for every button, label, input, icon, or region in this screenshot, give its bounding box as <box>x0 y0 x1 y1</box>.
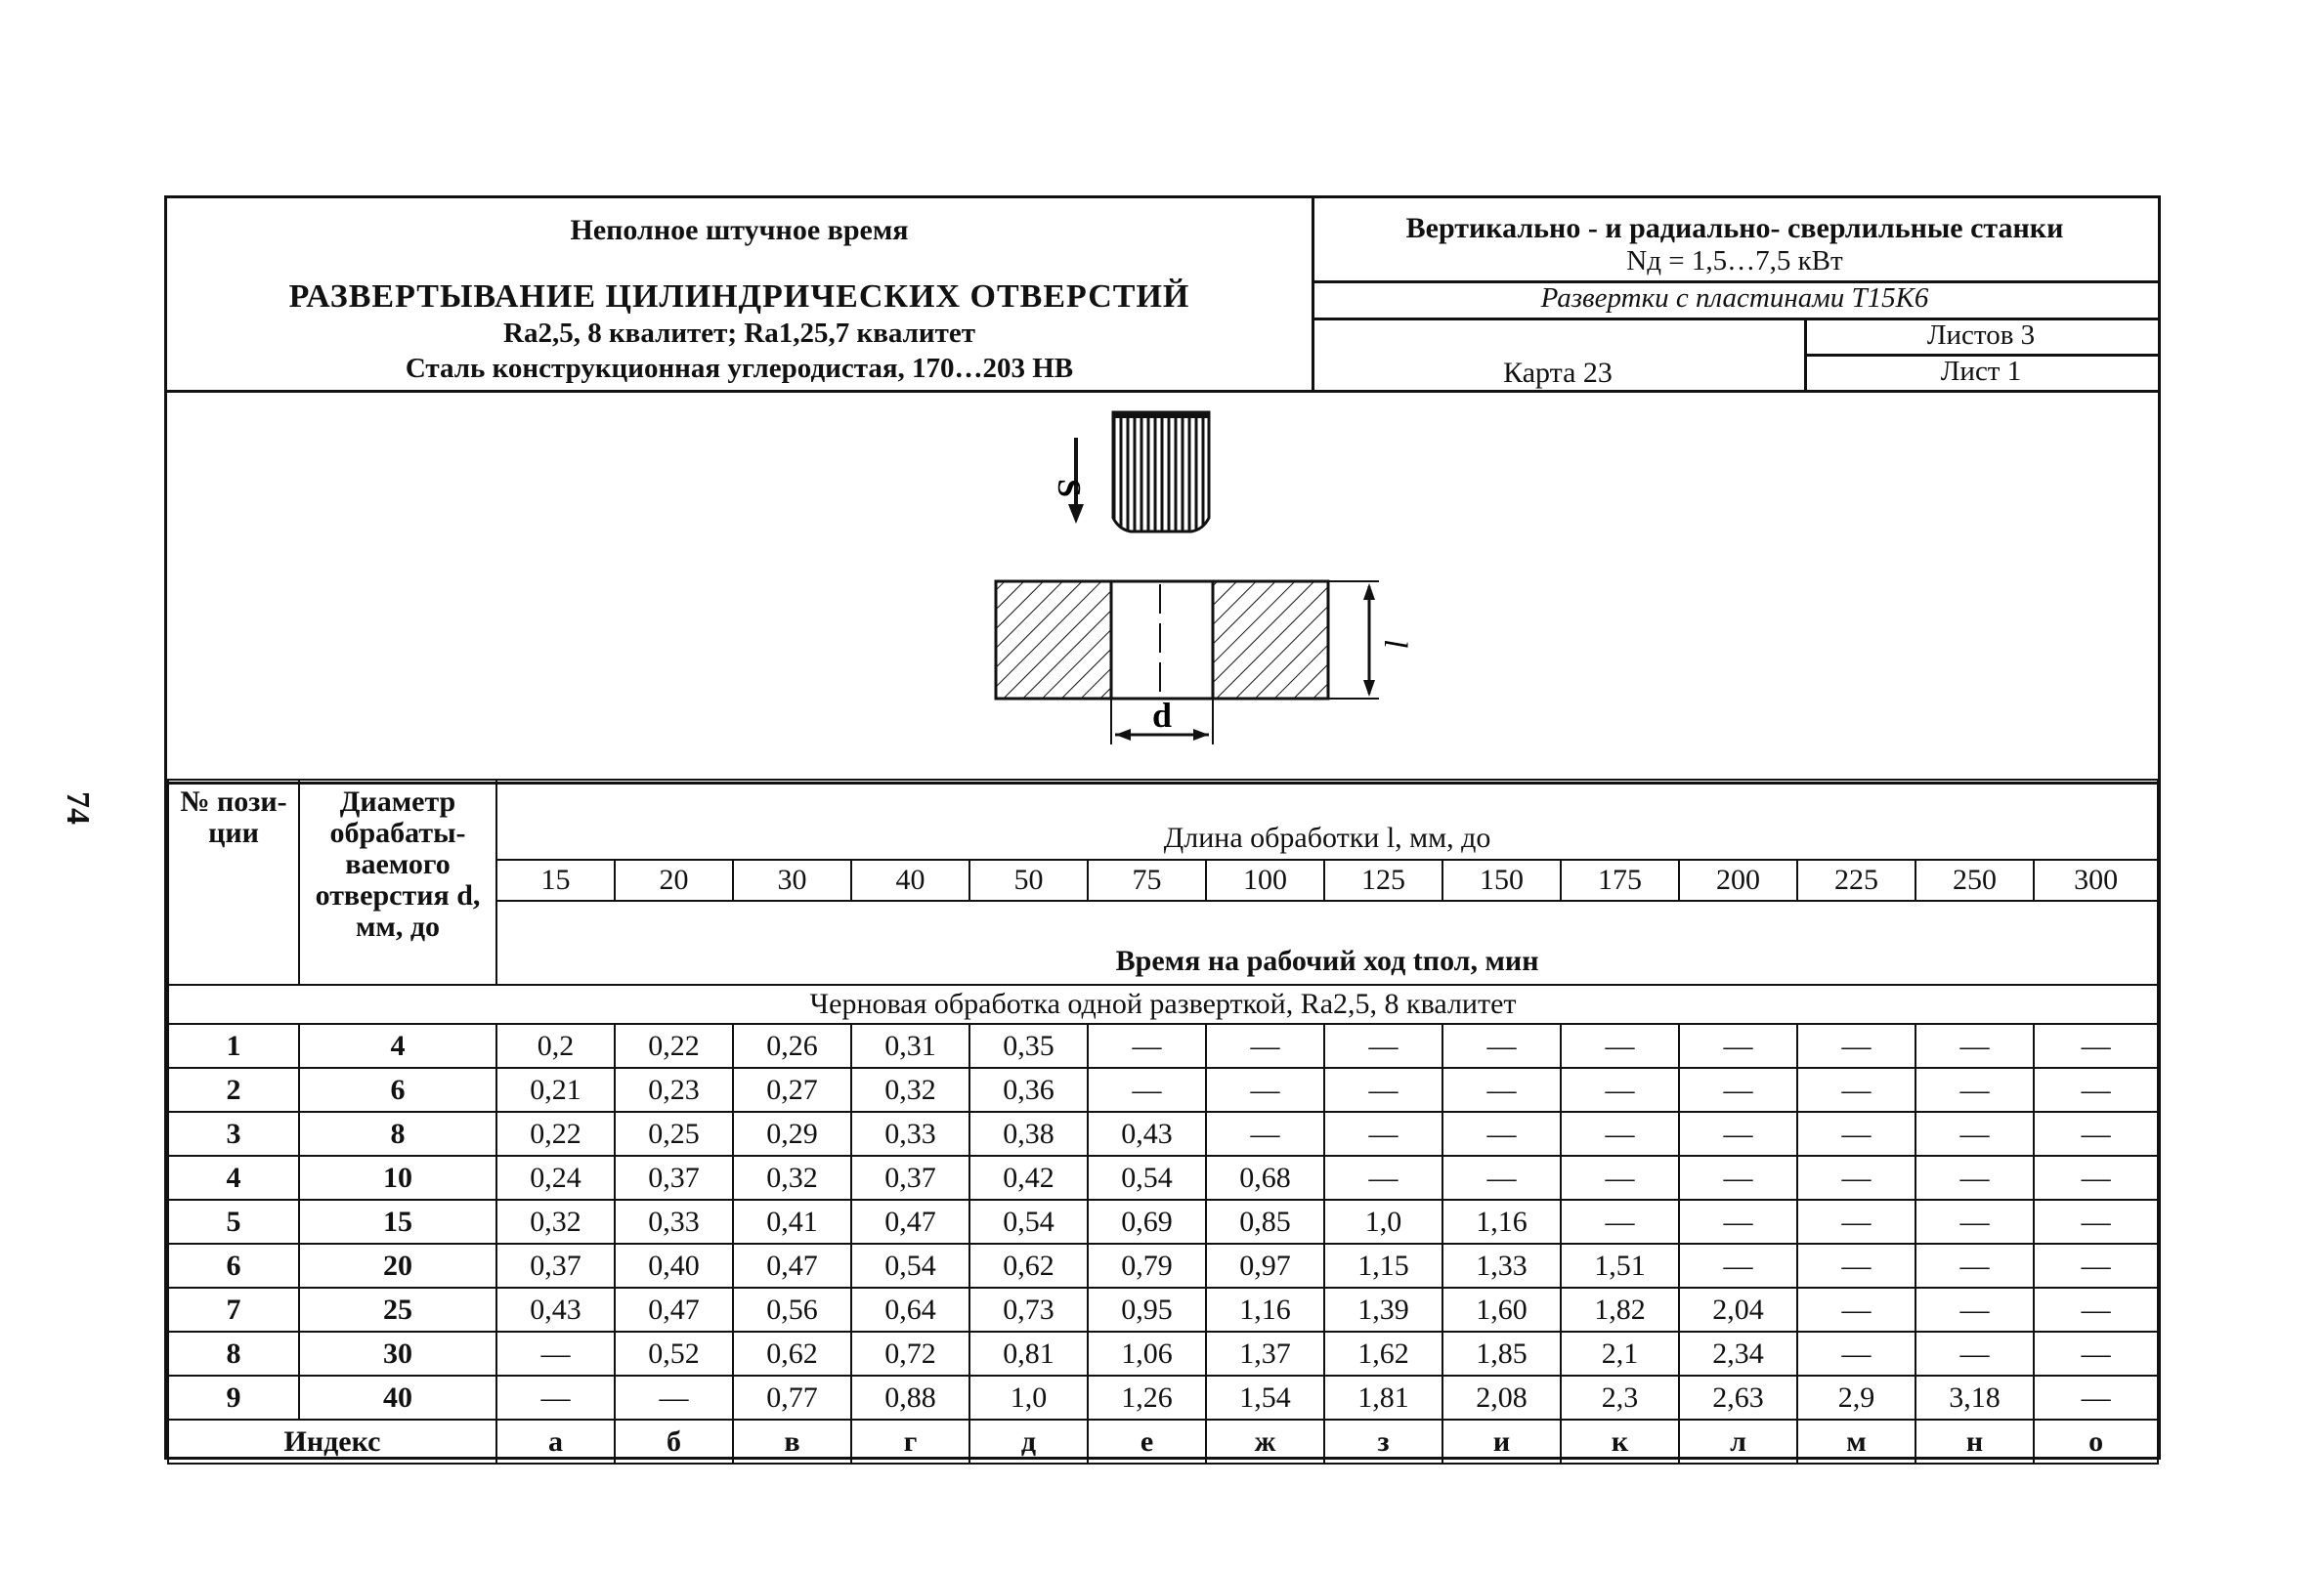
table-row <box>168 1068 2158 1112</box>
time-value-cell: 0,73 <box>969 1288 1088 1332</box>
table-row <box>168 1200 2158 1244</box>
diameter-cell: 8 <box>299 1112 496 1156</box>
position-cell: 7 <box>168 1288 299 1332</box>
length-value: 225 <box>1797 860 1915 901</box>
time-value-cell: 0,37 <box>851 1156 969 1200</box>
col-header-position: № пози-ции <box>168 780 299 985</box>
length-header: Длина обработки l, мм, до <box>496 780 2158 860</box>
time-value-cell: 0,85 <box>1206 1200 1324 1244</box>
time-value-cell: 0,95 <box>1088 1288 1206 1332</box>
time-value-cell: 0,54 <box>969 1200 1088 1244</box>
table-row <box>168 1288 2158 1332</box>
length-value: 50 <box>969 860 1088 901</box>
time-value-cell: — <box>1442 1024 1561 1068</box>
time-value-cell: 0,43 <box>496 1288 615 1332</box>
table-row <box>168 1332 2158 1376</box>
time-value-cell: — <box>1797 1288 1915 1332</box>
header-right <box>1312 198 2158 390</box>
time-value-cell: 0,24 <box>496 1156 615 1200</box>
time-value-cell: — <box>2034 1068 2158 1112</box>
col-header-diameter: Диаметр обрабаты-ваемого отверстия d, мм, до <box>299 780 496 985</box>
time-value-cell: — <box>1915 1156 2034 1200</box>
diameter-cell: 30 <box>299 1332 496 1376</box>
time-value-cell: — <box>1324 1068 1442 1112</box>
time-value-cell: — <box>1797 1200 1915 1244</box>
time-value-cell: — <box>1679 1112 1797 1156</box>
time-value-cell: 2,08 <box>1442 1376 1561 1420</box>
header-roughness: Ra2,5, 8 квалитет; Ra1,25,7 квалитет <box>503 318 975 349</box>
index-cell: и <box>1442 1420 1561 1464</box>
time-value-cell: 2,9 <box>1797 1376 1915 1420</box>
header-material: Сталь конструкционная углеродистая, 170…203 HB <box>405 353 1074 384</box>
time-value-cell: — <box>1915 1024 2034 1068</box>
sketch-area <box>167 390 2158 785</box>
time-value-cell: — <box>1797 1156 1915 1200</box>
time-value-cell: 0,29 <box>733 1112 851 1156</box>
index-cell: а <box>496 1420 615 1464</box>
reamer-icon <box>1113 412 1209 531</box>
diameter-cell: 25 <box>299 1288 496 1332</box>
time-value-cell: 0,40 <box>615 1244 733 1288</box>
table-row <box>168 1376 2158 1420</box>
time-value-cell: 1,85 <box>1442 1332 1561 1376</box>
time-value-cell: — <box>1679 1024 1797 1068</box>
time-value-cell: 0,54 <box>1088 1156 1206 1200</box>
time-value-cell: 1,26 <box>1088 1376 1206 1420</box>
time-value-cell: 1,16 <box>1442 1200 1561 1244</box>
time-value-cell: 0,56 <box>733 1288 851 1332</box>
time-value-cell: 1,81 <box>1324 1376 1442 1420</box>
time-value-cell: 0,47 <box>851 1200 969 1244</box>
time-value-cell: — <box>1679 1244 1797 1288</box>
time-value-cell: — <box>1206 1112 1324 1156</box>
position-cell: 9 <box>168 1376 299 1420</box>
time-value-cell: 0,81 <box>969 1332 1088 1376</box>
length-value: 30 <box>733 860 851 901</box>
time-value-cell: — <box>1088 1024 1206 1068</box>
time-value-cell: 1,37 <box>1206 1332 1324 1376</box>
time-value-cell: 0,43 <box>1088 1112 1206 1156</box>
time-value-cell: — <box>1797 1332 1915 1376</box>
sheet-number: Лист 1 <box>1940 356 2022 387</box>
reaming-sketch <box>167 393 2158 782</box>
time-value-cell: 0,35 <box>969 1024 1088 1068</box>
table-row <box>168 1024 2158 1068</box>
card-frame <box>164 195 2161 1460</box>
time-value-cell: — <box>1561 1068 1679 1112</box>
time-value-cell: 1,0 <box>1324 1200 1442 1244</box>
time-value-cell: 0,32 <box>851 1068 969 1112</box>
time-value-cell: — <box>1561 1156 1679 1200</box>
diameter-cell: 20 <box>299 1244 496 1288</box>
position-cell: 5 <box>168 1200 299 1244</box>
time-value-cell: 0,79 <box>1088 1244 1206 1288</box>
sheets-total: Листов 3 <box>1804 318 2158 357</box>
time-value-cell: 1,15 <box>1324 1244 1442 1288</box>
time-value-cell: 0,42 <box>969 1156 1088 1200</box>
time-value-cell: 0,26 <box>733 1024 851 1068</box>
length-value: 100 <box>1206 860 1324 901</box>
position-cell: 6 <box>168 1244 299 1288</box>
time-value-cell: — <box>1915 1244 2034 1288</box>
time-value-cell: 0,37 <box>496 1244 615 1288</box>
time-value-cell: — <box>2034 1200 2158 1244</box>
time-value-cell: — <box>1442 1112 1561 1156</box>
time-value-cell: 0,54 <box>851 1244 969 1288</box>
time-value-cell: — <box>1679 1200 1797 1244</box>
time-value-cell: 3,18 <box>1915 1376 2034 1420</box>
index-cell: м <box>1797 1420 1915 1464</box>
time-value-cell: 0,88 <box>851 1376 969 1420</box>
time-value-cell: 0,32 <box>733 1156 851 1200</box>
time-value-cell: 0,33 <box>851 1112 969 1156</box>
feed-label: S <box>1051 479 1087 497</box>
time-value-cell: 0,64 <box>851 1288 969 1332</box>
time-value-cell: — <box>1679 1156 1797 1200</box>
index-label: Индекс <box>168 1420 496 1464</box>
time-value-cell: 1,54 <box>1206 1376 1324 1420</box>
machine-type: Вертикально - и радиально- сверлильные станки <box>1405 212 2064 244</box>
time-value-cell: 0,21 <box>496 1068 615 1112</box>
time-value-cell: — <box>1915 1068 2034 1112</box>
length-value: 200 <box>1679 860 1797 901</box>
time-value-cell: 2,3 <box>1561 1376 1679 1420</box>
time-value-cell: 1,60 <box>1442 1288 1561 1332</box>
time-value-cell: 2,1 <box>1561 1332 1679 1376</box>
time-value-cell: 0,37 <box>615 1156 733 1200</box>
card-number <box>1312 318 1807 390</box>
time-value-cell: — <box>2034 1288 2158 1332</box>
time-value-cell: 0,25 <box>615 1112 733 1156</box>
time-value-cell: — <box>496 1376 615 1420</box>
height-dimension-icon <box>1328 581 1379 699</box>
time-value-cell: 0,36 <box>969 1068 1088 1112</box>
index-cell: н <box>1915 1420 2034 1464</box>
time-value-cell: 0,22 <box>496 1112 615 1156</box>
position-cell: 2 <box>168 1068 299 1112</box>
length-value: 15 <box>496 860 615 901</box>
position-cell: 1 <box>168 1024 299 1068</box>
header-left <box>167 198 1314 390</box>
time-value-cell: — <box>1561 1112 1679 1156</box>
time-value-cell: 0,72 <box>851 1332 969 1376</box>
time-value-cell: — <box>1442 1068 1561 1112</box>
diameter-label: d <box>1151 696 1173 735</box>
time-value-cell: 1,06 <box>1088 1332 1206 1376</box>
time-value-cell: — <box>1561 1024 1679 1068</box>
time-value-cell: 0,47 <box>615 1288 733 1332</box>
table-row <box>168 1244 2158 1288</box>
time-value-cell: 0,97 <box>1206 1244 1324 1288</box>
length-value: 150 <box>1442 860 1561 901</box>
machine-info <box>1312 198 2158 283</box>
time-table <box>167 779 2159 1465</box>
page-number: 74 <box>60 791 96 825</box>
time-value-cell: — <box>2034 1112 2158 1156</box>
time-header: Время на рабочий ход tпол, мин <box>496 901 2158 985</box>
time-value-cell: — <box>1442 1156 1561 1200</box>
time-value-cell: — <box>1206 1068 1324 1112</box>
height-label: l <box>1377 639 1413 649</box>
time-value-cell: 1,39 <box>1324 1288 1442 1332</box>
index-row <box>168 1420 2158 1464</box>
position-cell: 8 <box>168 1332 299 1376</box>
length-value: 300 <box>2034 860 2158 901</box>
time-value-cell: 1,0 <box>969 1376 1088 1420</box>
tool-type: Развертки с пластинами Т15К6 <box>1312 280 2158 320</box>
workpiece-icon <box>996 581 1328 699</box>
time-value-cell: 0,23 <box>615 1068 733 1112</box>
time-value-cell: — <box>1797 1068 1915 1112</box>
time-value-cell: — <box>1679 1068 1797 1112</box>
length-value: 40 <box>851 860 969 901</box>
time-value-cell: 0,22 <box>615 1024 733 1068</box>
time-value-cell: 1,16 <box>1206 1288 1324 1332</box>
machine-power: Nд = 1,5…7,5 кВт <box>1626 245 1843 276</box>
time-value-cell: — <box>1915 1112 2034 1156</box>
index-cell: о <box>2034 1420 2158 1464</box>
time-value-cell: — <box>1206 1024 1324 1068</box>
time-value-cell: — <box>1324 1112 1442 1156</box>
index-cell: г <box>851 1420 969 1464</box>
table-row <box>168 1112 2158 1156</box>
position-cell: 4 <box>168 1156 299 1200</box>
time-value-cell: 0,77 <box>733 1376 851 1420</box>
time-value-cell: 0,33 <box>615 1200 733 1244</box>
length-value: 75 <box>1088 860 1206 901</box>
time-value-cell: 1,51 <box>1561 1244 1679 1288</box>
time-value-cell: 1,82 <box>1561 1288 1679 1332</box>
index-cell: б <box>615 1420 733 1464</box>
header-subtitle: Неполное штучное время <box>570 214 909 246</box>
time-value-cell: 0,47 <box>733 1244 851 1288</box>
time-value-cell: 0,41 <box>733 1200 851 1244</box>
time-value-cell: 1,62 <box>1324 1332 1442 1376</box>
time-value-cell: 0,69 <box>1088 1200 1206 1244</box>
time-value-cell: 0,62 <box>969 1244 1088 1288</box>
time-value-cell: — <box>615 1376 733 1420</box>
time-value-cell: — <box>496 1332 615 1376</box>
index-cell: к <box>1561 1420 1679 1464</box>
time-value-cell: 0,2 <box>496 1024 615 1068</box>
table-row <box>168 1156 2158 1200</box>
time-value-cell: — <box>1088 1068 1206 1112</box>
index-cell: д <box>969 1420 1088 1464</box>
header-title: РАЗВЕРТЫВАНИЕ ЦИЛИНДРИЧЕСКИХ ОТВЕРСТИЙ <box>288 278 1190 315</box>
index-cell: в <box>733 1420 851 1464</box>
diameter-cell: 40 <box>299 1376 496 1420</box>
time-value-cell: — <box>2034 1376 2158 1420</box>
length-value: 20 <box>615 860 733 901</box>
time-value-cell: 0,27 <box>733 1068 851 1112</box>
time-value-cell: — <box>1797 1024 1915 1068</box>
index-cell: е <box>1088 1420 1206 1464</box>
time-value-cell: — <box>1915 1288 2034 1332</box>
time-value-cell: — <box>2034 1244 2158 1288</box>
position-cell: 3 <box>168 1112 299 1156</box>
card-number-text: Карта 23 <box>1503 357 1613 389</box>
length-value: 175 <box>1561 860 1679 901</box>
time-value-cell: — <box>2034 1332 2158 1376</box>
time-value-cell: — <box>1324 1156 1442 1200</box>
time-value-cell: 0,68 <box>1206 1156 1324 1200</box>
time-value-cell: 2,63 <box>1679 1376 1797 1420</box>
time-value-cell: 0,38 <box>969 1112 1088 1156</box>
index-cell: л <box>1679 1420 1797 1464</box>
time-value-cell: — <box>1561 1200 1679 1244</box>
time-value-cell: — <box>2034 1024 2158 1068</box>
diameter-cell: 4 <box>299 1024 496 1068</box>
time-value-cell: 2,34 <box>1679 1332 1797 1376</box>
time-value-cell: — <box>1797 1112 1915 1156</box>
diameter-cell: 6 <box>299 1068 496 1112</box>
time-value-cell: — <box>1324 1024 1442 1068</box>
time-value-cell: — <box>1915 1200 2034 1244</box>
time-value-cell: 0,52 <box>615 1332 733 1376</box>
length-value: 250 <box>1915 860 2034 901</box>
time-value-cell: — <box>2034 1156 2158 1200</box>
time-value-cell: 0,32 <box>496 1200 615 1244</box>
section-title: Черновая обработка одной разверткой, Ra2,5, 8 квалитет <box>168 985 2158 1024</box>
time-value-cell: — <box>1915 1332 2034 1376</box>
time-value-cell: 1,33 <box>1442 1244 1561 1288</box>
length-value: 125 <box>1324 860 1442 901</box>
card-info <box>1312 318 2158 390</box>
time-value-cell: 0,31 <box>851 1024 969 1068</box>
time-value-cell: 2,04 <box>1679 1288 1797 1332</box>
index-cell: з <box>1324 1420 1442 1464</box>
index-cell: ж <box>1206 1420 1324 1464</box>
diameter-cell: 10 <box>299 1156 496 1200</box>
time-value-cell: 0,62 <box>733 1332 851 1376</box>
diameter-cell: 15 <box>299 1200 496 1244</box>
time-value-cell: — <box>1797 1244 1915 1288</box>
